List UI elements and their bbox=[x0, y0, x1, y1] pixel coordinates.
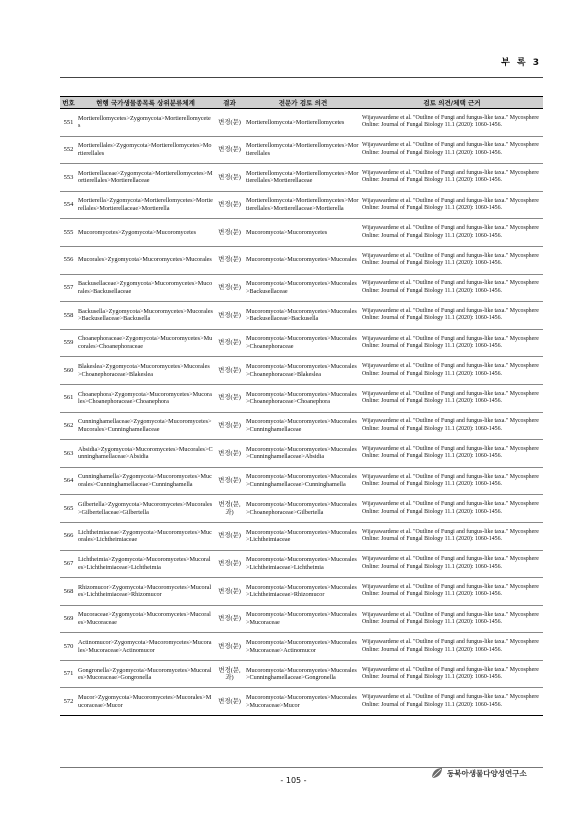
review-basis: Wijayawardene et al. "Outline of Fungi and fungus-like taxa." Mycosphere Online: Journal of Fungal Biology 11.1 (2020): 1060-1456. bbox=[361, 440, 543, 468]
current-classification: Mucor>Zygomycota>Mucoromycetes>Mucorales>Mucoraceae>Mucor bbox=[77, 688, 214, 716]
review-result: 변경(문) bbox=[214, 384, 245, 412]
expert-opinion: Mucoromycota>Mucoromycetes>Mucorales>Lichtheimiaceae bbox=[245, 522, 361, 550]
table-row bbox=[60, 412, 543, 440]
review-result: 변경(문) bbox=[214, 605, 245, 633]
expert-opinion: Mucoromycota>Mucoromycetes>Mucorales>Lichtheimiaceae>Rhizomucor bbox=[245, 578, 361, 606]
expert-opinion: Mortierellomycota>Mortierellomycetes>Mortierellales>Mortierellaceae bbox=[245, 164, 361, 192]
row-number: 553 bbox=[60, 164, 77, 192]
expert-opinion: Mucoromycota>Mucoromycetes>Mucorales>Mucoraceae>Actinomucor bbox=[245, 633, 361, 661]
review-result: 변경(문) bbox=[214, 302, 245, 330]
review-basis: Wijayawardene et al. "Outline of Fungi and fungus-like taxa." Mycosphere Online: Journal of Fungal Biology 11.1 (2020): 1060-1456. bbox=[361, 578, 543, 606]
row-number: 567 bbox=[60, 550, 77, 578]
row-number: 564 bbox=[60, 467, 77, 495]
current-classification: Gilbertella>Zygomycota>Mucoromycetes>Mucorales>Gilbertellaceae>Gilbertella bbox=[77, 495, 214, 523]
row-number: 559 bbox=[60, 329, 77, 357]
review-result: 변경(문, 과) bbox=[214, 660, 245, 688]
review-result: 변경(문) bbox=[214, 329, 245, 357]
review-result: 변경(문) bbox=[214, 219, 245, 247]
current-classification: Absidia>Zygomycota>Mucoromycetes>Mucorales>Cunninghamellaceae>Absidia bbox=[77, 440, 214, 468]
review-basis: Wijayawardene et al. "Outline of Fungi and fungus-like taxa." Mycosphere Online: Journal of Fungal Biology 11.1 (2020): 1060-1456. bbox=[361, 495, 543, 523]
expert-opinion: Mucoromycota>Mucoromycetes>Mucorales>Choanephoraceae>Choanephora bbox=[245, 384, 361, 412]
header-divider bbox=[60, 77, 543, 78]
row-number: 561 bbox=[60, 384, 77, 412]
table-row bbox=[60, 467, 543, 495]
review-basis: Wijayawardene et al. "Outline of Fungi and fungus-like taxa." Mycosphere Online: Journal of Fungal Biology 11.1 (2020): 1060-1456. bbox=[361, 136, 543, 164]
organization-name: 동북아생물다양성연구소 bbox=[447, 768, 527, 778]
review-result: 변경(문) bbox=[214, 136, 245, 164]
current-classification: Mortierellaceae>Zygomycota>Mortierellomycetes>Mortierellales>Mortierellaceae bbox=[77, 164, 214, 192]
table-header-row bbox=[60, 97, 543, 109]
row-number: 556 bbox=[60, 246, 77, 274]
expert-opinion: Mucoromycota>Mucoromycetes>Mucorales>Cunninghamellaceae>Gongronella bbox=[245, 660, 361, 688]
review-result: 변경(문) bbox=[214, 164, 245, 192]
expert-opinion: Mortierellomycota>Mortierellomycetes>Mortierellales>Mortierellaceae>Mortierella bbox=[245, 191, 361, 219]
expert-opinion: Mucoromycota>Mucoromycetes>Mucorales>Mucoraceae bbox=[245, 605, 361, 633]
review-result: 변경(문) bbox=[214, 688, 245, 716]
expert-opinion: Mucoromycota>Mucoromycetes>Mucorales>Backusellaceae bbox=[245, 274, 361, 302]
current-classification: Cunninghamellaceae>Zygomycota>Mucoromycetes>Mucorales>Cunninghamellaceae bbox=[77, 412, 214, 440]
table-row bbox=[60, 191, 543, 219]
row-number: 572 bbox=[60, 688, 77, 716]
table-row bbox=[60, 384, 543, 412]
table-row bbox=[60, 578, 543, 606]
expert-opinion: Mucoromycota>Mucoromycetes>Mucorales>Lichtheimiaceae>Lichtheimia bbox=[245, 550, 361, 578]
expert-opinion: Mucoromycota>Mucoromycetes>Mucorales>Choanephoraceae bbox=[245, 329, 361, 357]
review-result: 변경(문) bbox=[214, 467, 245, 495]
review-basis: Wijayawardene et al. "Outline of Fungi and fungus-like taxa." Mycosphere Online: Journal of Fungal Biology 11.1 (2020): 1060-1456. bbox=[361, 302, 543, 330]
current-classification: Lichtheimia>Zygomycota>Mucoromycetes>Mucorales>Lichtheimiaceae>Lichtheimia bbox=[77, 550, 214, 578]
row-number: 568 bbox=[60, 578, 77, 606]
col-header-basis: 검토 의견/체택 근거 bbox=[361, 97, 543, 109]
table-row bbox=[60, 550, 543, 578]
table-body bbox=[60, 109, 543, 716]
expert-opinion: Mucoromycota>Mucoromycetes>Mucorales>Choanephoraceae>Gilbertella bbox=[245, 495, 361, 523]
row-number: 570 bbox=[60, 633, 77, 661]
current-classification: Backusella>Zygomycota>Mucoromycetes>Mucorales>Backusellaceae>Backusella bbox=[77, 302, 214, 330]
row-number: 552 bbox=[60, 136, 77, 164]
row-number: 563 bbox=[60, 440, 77, 468]
table-row bbox=[60, 633, 543, 661]
current-classification: Actinomucor>Zygomycota>Mucoromycetes>Mucorales>Mucoraceae>Actinomucor bbox=[77, 633, 214, 661]
review-basis: Wijayawardene et al. "Outline of Fungi and fungus-like taxa." Mycosphere Online: Journal of Fungal Biology 11.1 (2020): 1060-1456. bbox=[361, 109, 543, 137]
col-header-no: 번호 bbox=[60, 97, 77, 109]
current-classification: Lichtheimiaceae>Zygomycota>Mucoromycetes>Mucorales>Lichtheimiaceae bbox=[77, 522, 214, 550]
table-row bbox=[60, 164, 543, 192]
current-classification: Blakeslea>Zygomycota>Mucoromycetes>Mucorales>Choanephoraceae>Blakeslea bbox=[77, 357, 214, 385]
current-classification: Mortierellomycetes>Zygomycota>Mortierellomycetes bbox=[77, 109, 214, 137]
expert-opinion: Mortierellomycota>Mortierellomycetes bbox=[245, 109, 361, 137]
review-result: 변경(문) bbox=[214, 440, 245, 468]
current-classification: Rhizomucor>Zygomycota>Mucoromycetes>Mucorales>Lichtheimiaceae>Rhizomucor bbox=[77, 578, 214, 606]
review-result: 변경(문) bbox=[214, 246, 245, 274]
table-row bbox=[60, 109, 543, 137]
review-result: 변경(문) bbox=[214, 578, 245, 606]
current-classification: Choanephora>Zygomycota>Mucoromycetes>Mucorales>Choanephoraceae>Choanephora bbox=[77, 384, 214, 412]
review-basis: Wijayawardene et al. "Outline of Fungi and fungus-like taxa." Mycosphere Online: Journal of Fungal Biology 11.1 (2020): 1060-1456. bbox=[361, 246, 543, 274]
current-classification: Gongronella>Zygomycota>Mucoromycetes>Mucorales>Mucoraceae>Gongronella bbox=[77, 660, 214, 688]
table-row bbox=[60, 136, 543, 164]
current-classification: Mortierellales>Zygomycota>Mortierellomycetes>Mortierellales bbox=[77, 136, 214, 164]
review-result: 변경(문) bbox=[214, 412, 245, 440]
review-basis: Wijayawardene et al. "Outline of Fungi and fungus-like taxa." Mycosphere Online: Journal of Fungal Biology 11.1 (2020): 1060-1456. bbox=[361, 633, 543, 661]
taxonomy-review-table bbox=[60, 96, 543, 716]
review-result: 변경(문) bbox=[214, 109, 245, 137]
review-basis: Wijayawardene et al. "Outline of Fungi and fungus-like taxa." Mycosphere Online: Journal of Fungal Biology 11.1 (2020): 1060-1456. bbox=[361, 660, 543, 688]
current-classification: Mucoromycetes>Zygomycota>Mucoromycetes bbox=[77, 219, 214, 247]
row-number: 558 bbox=[60, 302, 77, 330]
table-row bbox=[60, 274, 543, 302]
col-header-opinion: 전문가 검토 의견 bbox=[245, 97, 361, 109]
review-basis: Wijayawardene et al. "Outline of Fungi and fungus-like taxa." Mycosphere Online: Journal of Fungal Biology 11.1 (2020): 1060-1456. bbox=[361, 467, 543, 495]
row-number: 551 bbox=[60, 109, 77, 137]
current-classification: Backusellaceae>Zygomycota>Mucoromycetes>Mucorales>Backusellaceae bbox=[77, 274, 214, 302]
expert-opinion: Mucoromycota>Mucoromycetes>Mucorales>Choanephoraceae>Blakeslea bbox=[245, 357, 361, 385]
review-basis: Wijayawardene et al. "Outline of Fungi and fungus-like taxa." Mycosphere Online: Journal of Fungal Biology 11.1 (2020): 1060-1456. bbox=[361, 605, 543, 633]
col-header-result: 결과 bbox=[214, 97, 245, 109]
review-result: 변경(문) bbox=[214, 550, 245, 578]
review-basis: Wijayawardene et al. "Outline of Fungi and fungus-like taxa." Mycosphere Online: Journal of Fungal Biology 11.1 (2020): 1060-1456. bbox=[361, 219, 543, 247]
table-row bbox=[60, 329, 543, 357]
table-row bbox=[60, 522, 543, 550]
current-classification: Choanephoraceae>Zygomycota>Mucoromycetes>Mucorales>Choanephoraceae bbox=[77, 329, 214, 357]
review-result: 변경(문) bbox=[214, 633, 245, 661]
review-basis: Wijayawardene et al. "Outline of Fungi and fungus-like taxa." Mycosphere Online: Journal of Fungal Biology 11.1 (2020): 1060-1456. bbox=[361, 329, 543, 357]
review-basis: Wijayawardene et al. "Outline of Fungi and fungus-like taxa." Mycosphere Online: Journal of Fungal Biology 11.1 (2020): 1060-1456. bbox=[361, 191, 543, 219]
expert-opinion: Mucoromycota>Mucoromycetes>Mucorales>Mucoraceae>Mucor bbox=[245, 688, 361, 716]
review-basis: Wijayawardene et al. "Outline of Fungi and fungus-like taxa." Mycosphere Online: Journal of Fungal Biology 11.1 (2020): 1060-1456. bbox=[361, 357, 543, 385]
review-result: 변경(문) bbox=[214, 274, 245, 302]
table-row bbox=[60, 357, 543, 385]
row-number: 555 bbox=[60, 219, 77, 247]
row-number: 560 bbox=[60, 357, 77, 385]
expert-opinion: Mortierellomycota>Mortierellomycetes>Mortierellales bbox=[245, 136, 361, 164]
review-basis: Wijayawardene et al. "Outline of Fungi and fungus-like taxa." Mycosphere Online: Journal of Fungal Biology 11.1 (2020): 1060-1456. bbox=[361, 550, 543, 578]
current-classification: Mortierella>Zygomycota>Mortierellomycetes>Mortierellales>Mortierellaceae>Mortierella bbox=[77, 191, 214, 219]
review-basis: Wijayawardene et al. "Outline of Fungi and fungus-like taxa." Mycosphere Online: Journal of Fungal Biology 11.1 (2020): 1060-1456. bbox=[361, 522, 543, 550]
expert-opinion: Mucoromycota>Mucoromycetes>Mucorales>Cunninghamellaceae bbox=[245, 412, 361, 440]
expert-opinion: Mucoromycota>Mucoromycetes>Mucorales>Cunninghamellaceae>Cunninghamella bbox=[245, 467, 361, 495]
table-row bbox=[60, 495, 543, 523]
table-row bbox=[60, 246, 543, 274]
row-number: 565 bbox=[60, 495, 77, 523]
review-basis: Wijayawardene et al. "Outline of Fungi and fungus-like taxa." Mycosphere Online: Journal of Fungal Biology 11.1 (2020): 1060-1456. bbox=[361, 384, 543, 412]
organization-logo bbox=[430, 766, 527, 780]
review-result: 변경(문) bbox=[214, 522, 245, 550]
expert-opinion: Mucoromycota>Mucoromycetes>Mucorales bbox=[245, 246, 361, 274]
row-number: 554 bbox=[60, 191, 77, 219]
review-result: 변경(문) bbox=[214, 191, 245, 219]
review-basis: Wijayawardene et al. "Outline of Fungi and fungus-like taxa." Mycosphere Online: Journal of Fungal Biology 11.1 (2020): 1060-1456. bbox=[361, 164, 543, 192]
review-result: 변경(문) bbox=[214, 357, 245, 385]
expert-opinion: Mucoromycota>Mucoromycetes>Mucorales>Cunninghamellaceae>Absidia bbox=[245, 440, 361, 468]
table-row bbox=[60, 688, 543, 716]
row-number: 557 bbox=[60, 274, 77, 302]
row-number: 566 bbox=[60, 522, 77, 550]
section-header: 부 록 3 bbox=[501, 58, 541, 68]
table-row bbox=[60, 219, 543, 247]
expert-opinion: Mucoromycota>Mucoromycetes bbox=[245, 219, 361, 247]
table-row bbox=[60, 660, 543, 688]
row-number: 571 bbox=[60, 660, 77, 688]
table-row bbox=[60, 302, 543, 330]
row-number: 569 bbox=[60, 605, 77, 633]
current-classification: Mucorales>Zygomycota>Mucoromycetes>Mucorales bbox=[77, 246, 214, 274]
table-row bbox=[60, 605, 543, 633]
page-number: - 105 - bbox=[280, 776, 307, 785]
table-row bbox=[60, 440, 543, 468]
row-number: 562 bbox=[60, 412, 77, 440]
review-basis: Wijayawardene et al. "Outline of Fungi and fungus-like taxa." Mycosphere Online: Journal of Fungal Biology 11.1 (2020): 1060-1456. bbox=[361, 274, 543, 302]
review-basis: Wijayawardene et al. "Outline of Fungi and fungus-like taxa." Mycosphere Online: Journal of Fungal Biology 11.1 (2020): 1060-1456. bbox=[361, 688, 543, 716]
leaf-logo-icon bbox=[430, 766, 444, 780]
current-classification: Mucoraceae>Zygomycota>Mucoromycetes>Mucorales>Mucoraceae bbox=[77, 605, 214, 633]
review-basis: Wijayawardene et al. "Outline of Fungi and fungus-like taxa." Mycosphere Online: Journal of Fungal Biology 11.1 (2020): 1060-1456. bbox=[361, 412, 543, 440]
current-classification: Cunninghamella>Zygomycota>Mucoromycetes>Mucorales>Cunninghamellaceae>Cunninghamella bbox=[77, 467, 214, 495]
review-result: 변경(문, 과) bbox=[214, 495, 245, 523]
col-header-current: 현행 국가생물종목록 상위분류체계 bbox=[77, 97, 214, 109]
expert-opinion: Mucoromycota>Mucoromycetes>Mucorales>Backusellaceae>Backusella bbox=[245, 302, 361, 330]
